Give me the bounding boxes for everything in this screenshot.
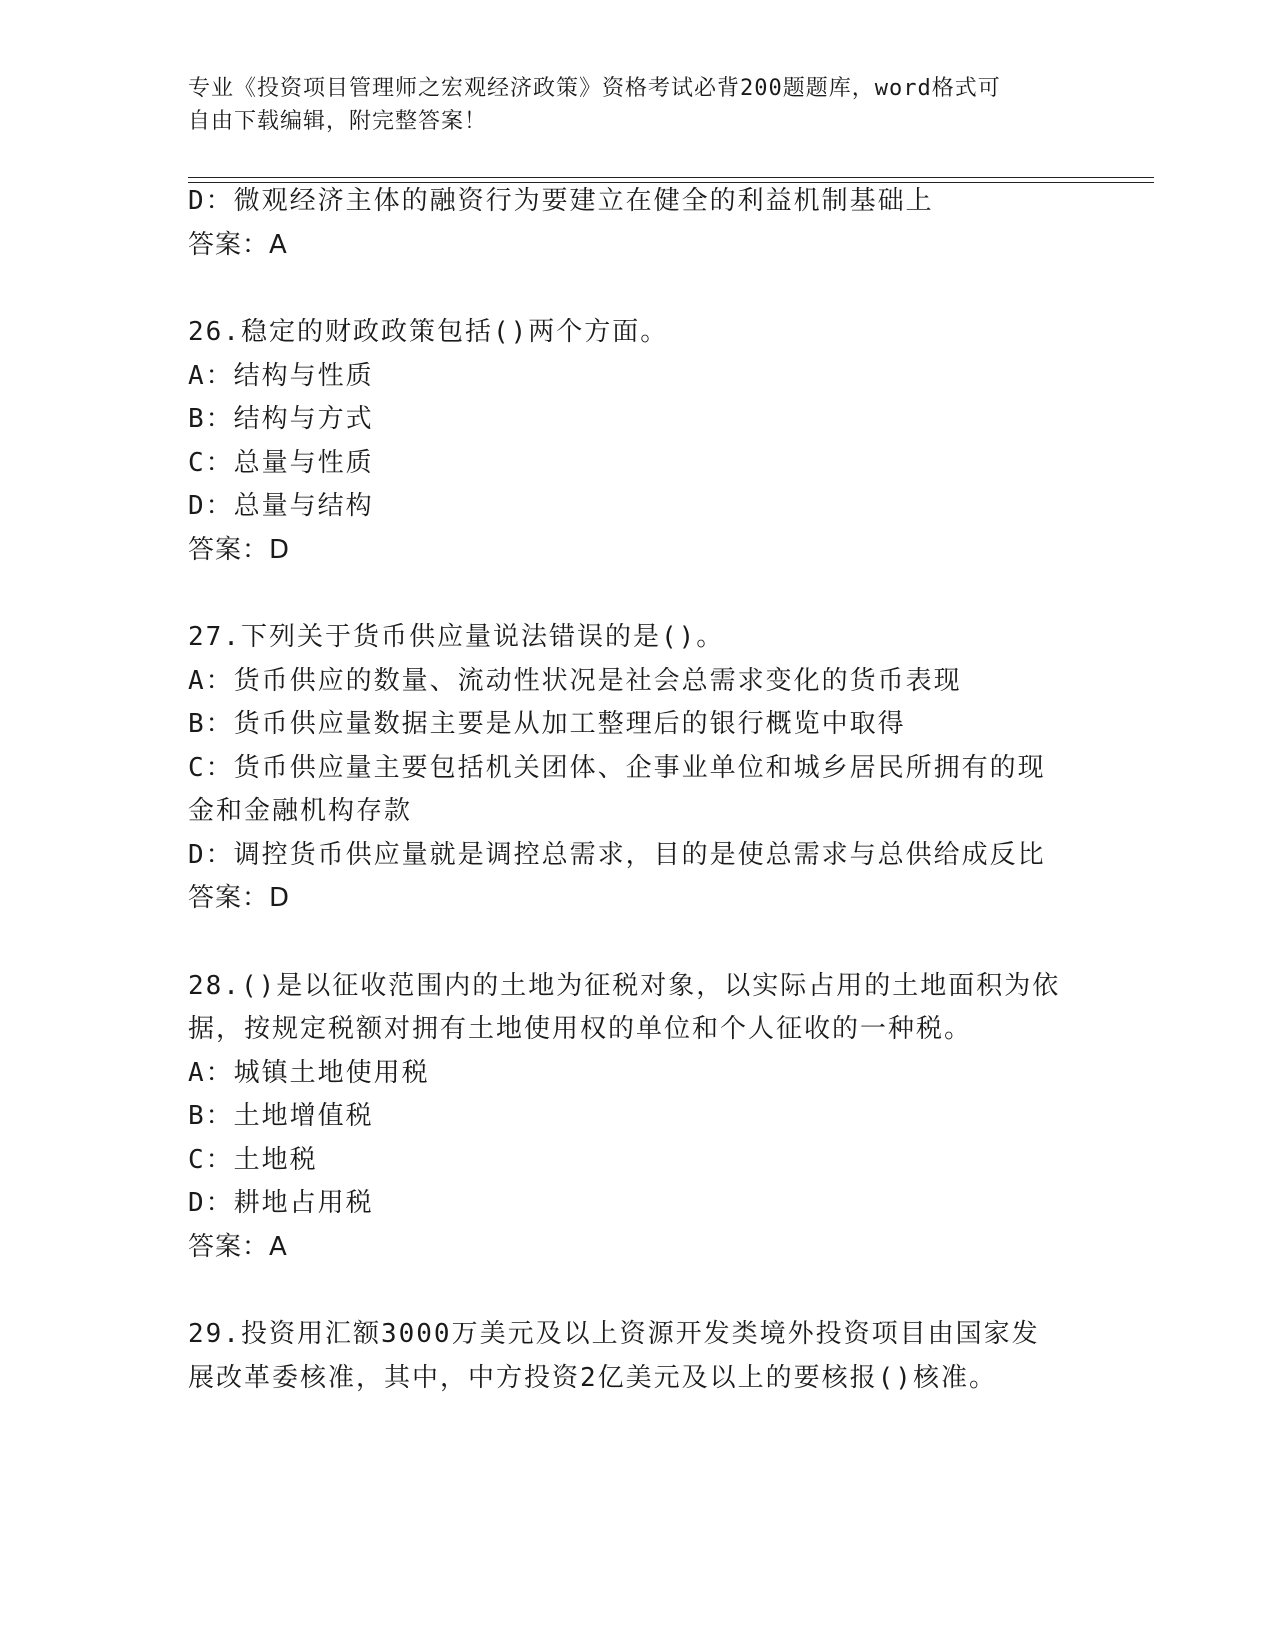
q26-option-b: B：结构与方式 (188, 404, 374, 434)
q27-option-d: D：调控货币供应量就是调控总需求，目的是使总需求与总供给成反比 (188, 840, 1046, 870)
q28-option-b: B：土地增值税 (188, 1101, 374, 1131)
q29-question-line-2: 展改革委核准，其中，中方投资2亿美元及以上的要核报()核准。 (188, 1363, 997, 1393)
q26-option-d: D：总量与结构 (188, 491, 374, 521)
q26-option-c: C：总量与性质 (188, 448, 374, 478)
q25-option-d: D：微观经济主体的融资行为要建立在健全的利益机制基础上 (188, 186, 934, 216)
q27-answer: 答案：D (188, 883, 291, 913)
q27-option-b: B：货币供应量数据主要是从加工整理后的银行概览中取得 (188, 709, 906, 739)
header-divider-top (188, 177, 1154, 178)
q28-question-line-1: 28.()是以征收范围内的土地为征税对象，以实际占用的土地面积为依 (188, 971, 1061, 1001)
header-line-2: 自由下载编辑，附完整答案！ (188, 109, 488, 134)
q27-question: 27.下列关于货币供应量说法错误的是()。 (188, 622, 725, 652)
q28-option-a: A：城镇土地使用税 (188, 1058, 430, 1088)
q28-answer: 答案：A (188, 1232, 288, 1262)
header-line-1: 专业《投资项目管理师之宏观经济政策》资格考试必背200题题库，word格式可 (188, 76, 1001, 101)
q27-option-c-line-2: 金和金融机构存款 (188, 796, 413, 826)
header-divider-bottom (188, 182, 1154, 183)
document-header (188, 72, 1068, 138)
q29-question-line-1: 29.投资用汇额3000万美元及以上资源开发类境外投资项目由国家发 (188, 1319, 1040, 1349)
q28-option-c: C：土地税 (188, 1145, 318, 1175)
q26-answer: 答案：D (188, 535, 291, 565)
q25-answer: 答案：A (188, 230, 288, 260)
q26-option-a: A：结构与性质 (188, 361, 374, 391)
q26-question: 26.稳定的财政政策包括()两个方面。 (188, 317, 669, 347)
q27-option-c-line-1: C：货币供应量主要包括机关团体、企事业单位和城乡居民所拥有的现 (188, 753, 1046, 783)
q28-question-line-2: 据，按规定税额对拥有土地使用权的单位和个人征收的一种税。 (188, 1014, 973, 1044)
q27-option-a: A：货币供应的数量、流动性状况是社会总需求变化的货币表现 (188, 666, 962, 696)
q28-option-d: D：耕地占用税 (188, 1188, 374, 1218)
